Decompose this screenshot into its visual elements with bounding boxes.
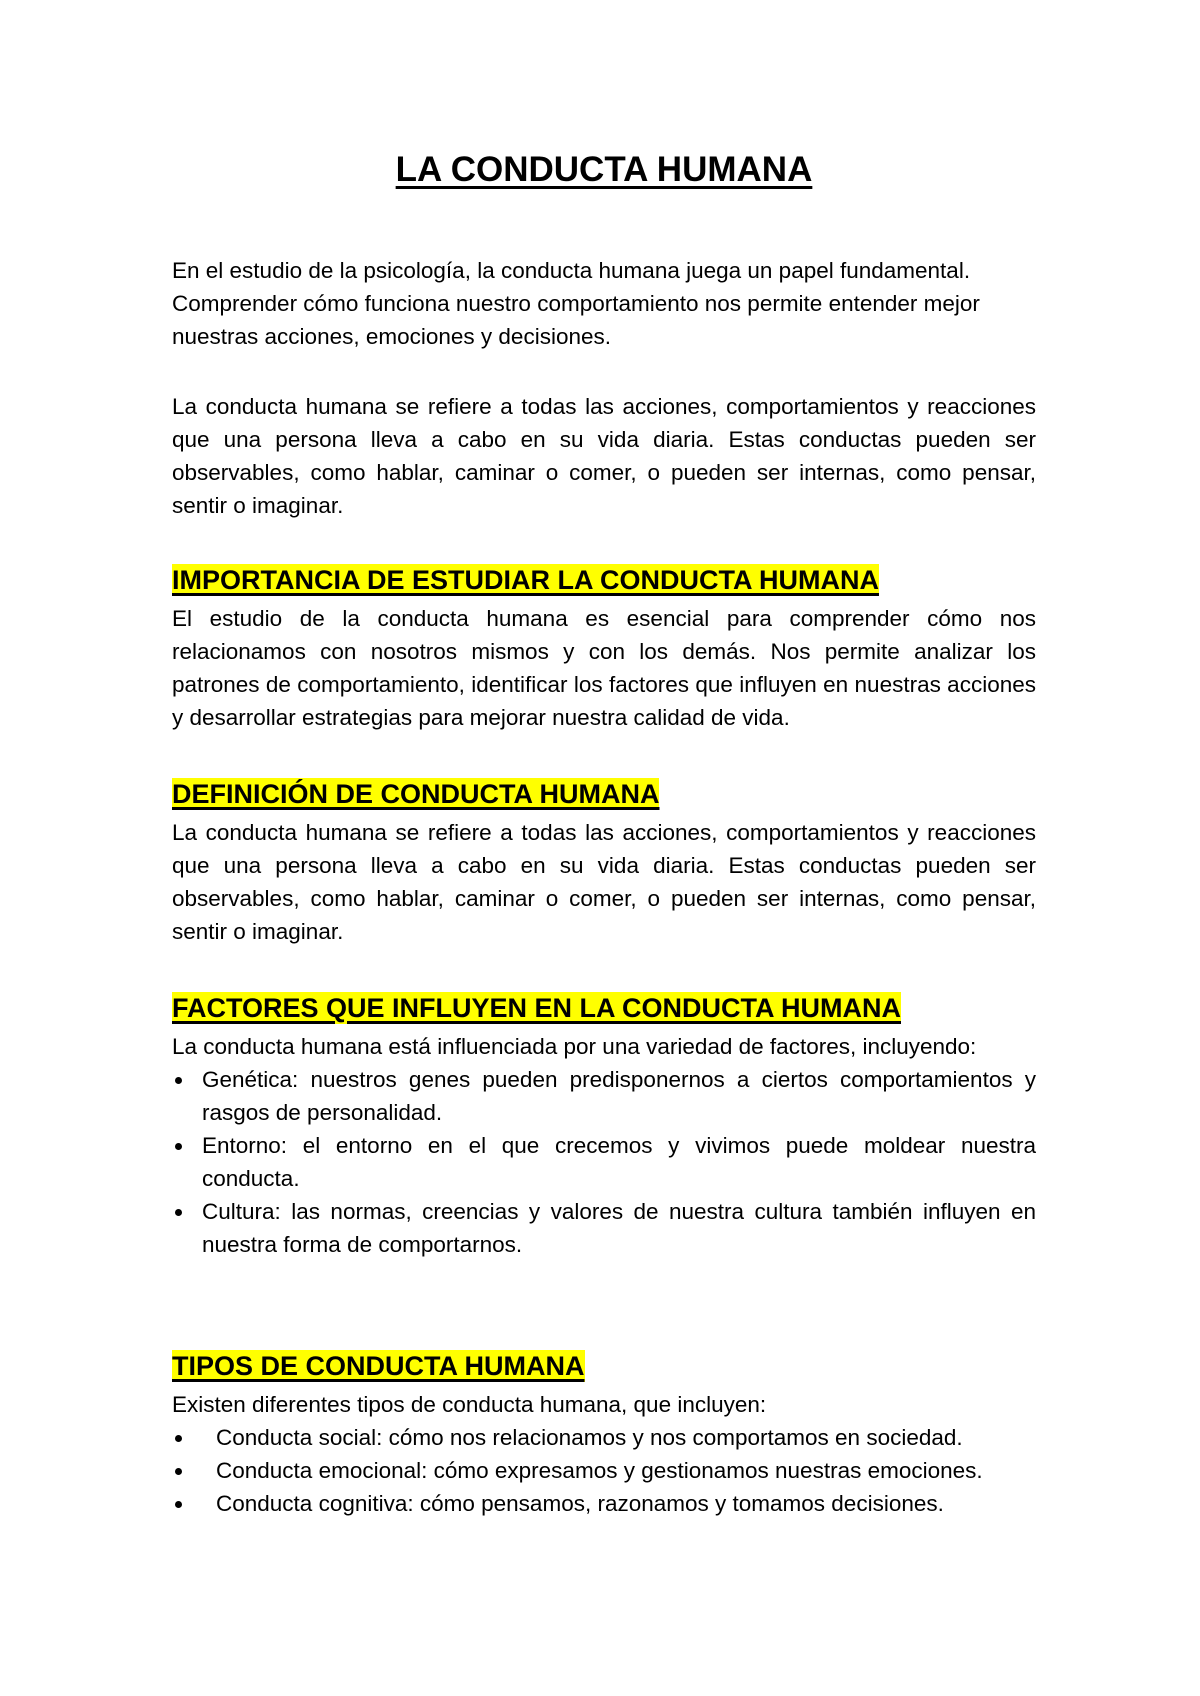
document-title-text: LA CONDUCTA HUMANA bbox=[395, 150, 813, 189]
list-item-text: Conducta emocional: cómo expresamos y gestionamos nuestras emociones. bbox=[216, 1458, 983, 1483]
factores-list bbox=[172, 1063, 1036, 1261]
bullet-icon bbox=[175, 1209, 182, 1216]
list-item bbox=[172, 1454, 1036, 1487]
section-lead-tipos: Existen diferentes tipos de conducta humana, que incluyen: bbox=[172, 1392, 767, 1417]
section-heading-definicion bbox=[172, 772, 1036, 816]
list-item-text: Cultura: las normas, creencias y valores de nuestra cultura también influyen en nuestra forma de comportarnos. bbox=[202, 1199, 1036, 1257]
highlighted-heading-text: IMPORTANCIA DE ESTUDIAR LA CONDUCTA HUMANA bbox=[172, 565, 879, 595]
list-item bbox=[172, 1487, 1036, 1520]
section-definicion bbox=[172, 772, 1036, 948]
intro-paragraph-1: En el estudio de la psicología, la conducta humana juega un papel fundamental. Comprender cómo funciona nuestro comportamiento nos permite entender mejor nuestras acciones, emociones y decisiones. bbox=[172, 258, 980, 349]
list-item bbox=[172, 1129, 1036, 1195]
section-body-definicion: La conducta humana se refiere a todas las acciones, comportamientos y reacciones que una persona lleva a cabo en su vida diaria. Estas conductas pueden ser observables, como hablar, caminar o comer, o pueden ser internas, como pensar, sentir o imaginar. bbox=[172, 820, 1036, 944]
highlighted-heading-text: DEFINICIÓN DE CONDUCTA HUMANA bbox=[172, 779, 660, 809]
section-factores bbox=[172, 986, 1036, 1261]
list-item bbox=[172, 1421, 1036, 1454]
tipos-list bbox=[172, 1421, 1036, 1520]
document-title bbox=[172, 150, 1036, 190]
section-heading-factores bbox=[172, 986, 1036, 1030]
section-heading-tipos bbox=[172, 1344, 1036, 1388]
list-item-text: Conducta cognitiva: cómo pensamos, razonamos y tomamos decisiones. bbox=[216, 1491, 944, 1516]
list-item-text: Genética: nuestros genes pueden predisponernos a ciertos comportamientos y rasgos de personalidad. bbox=[202, 1067, 1036, 1125]
section-heading-importancia bbox=[172, 558, 1036, 602]
list-item bbox=[172, 1063, 1036, 1129]
section-importancia bbox=[172, 558, 1036, 734]
bullet-icon bbox=[175, 1077, 182, 1084]
bullet-icon bbox=[175, 1501, 182, 1508]
list-item-text: Conducta social: cómo nos relacionamos y nos comportamos en sociedad. bbox=[216, 1425, 963, 1450]
list-item-text: Entorno: el entorno en el que crecemos y vivimos puede moldear nuestra conducta. bbox=[202, 1133, 1036, 1191]
section-body-importancia: El estudio de la conducta humana es esencial para comprender cómo nos relacionamos con nosotros mismos y con los demás. Nos permite analizar los patrones de comportamiento, identificar los factores que influyen en nuestras acciones y desarrollar estrategias para mejorar nuestra calidad de vida. bbox=[172, 606, 1036, 730]
highlighted-heading-text: FACTORES QUE INFLUYEN EN LA CONDUCTA HUMANA bbox=[172, 993, 901, 1023]
bullet-icon bbox=[175, 1435, 182, 1442]
list-item bbox=[172, 1195, 1036, 1261]
highlighted-heading-text: TIPOS DE CONDUCTA HUMANA bbox=[172, 1351, 585, 1381]
section-lead-factores: La conducta humana está influenciada por una variedad de factores, incluyendo: bbox=[172, 1034, 977, 1059]
bullet-icon bbox=[175, 1468, 182, 1475]
bullet-icon bbox=[175, 1143, 182, 1150]
section-tipos bbox=[172, 1344, 1036, 1520]
intro-paragraph-2: La conducta humana se refiere a todas las acciones, comportamientos y reacciones que una persona lleva a cabo en su vida diaria. Estas conductas pueden ser observables, como hablar, caminar o comer, o pueden ser internas, como pensar, sentir o imaginar. bbox=[172, 394, 1036, 518]
